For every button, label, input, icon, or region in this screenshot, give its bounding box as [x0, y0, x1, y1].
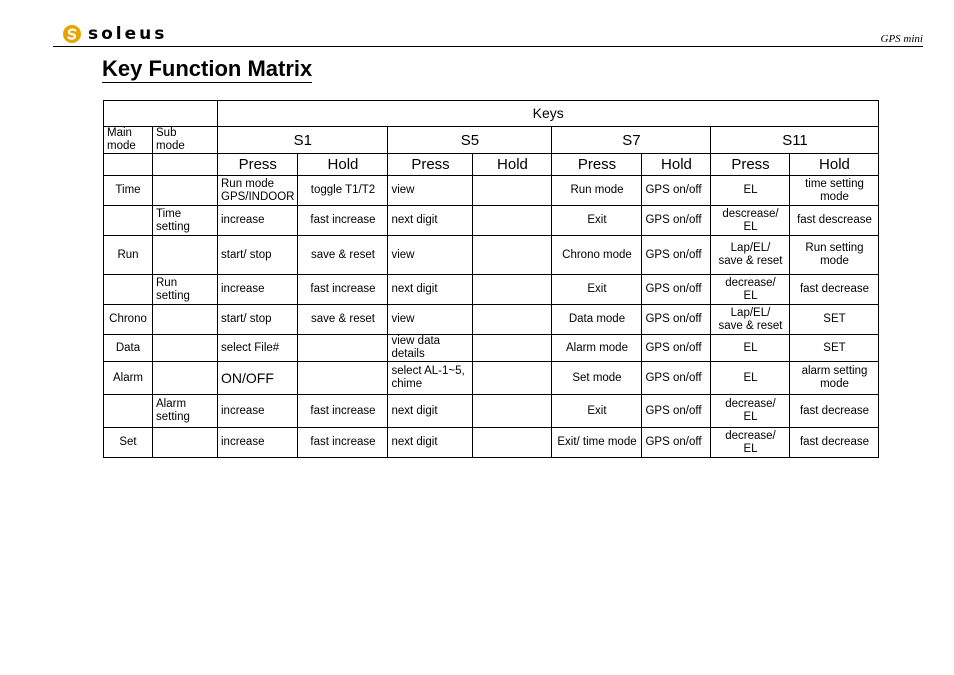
cell-main: [104, 206, 153, 236]
cell-s1-hold: [298, 335, 388, 362]
cell-s11-press: EL: [711, 335, 790, 362]
cell-s5-hold: [473, 305, 552, 335]
table-row: [104, 275, 879, 305]
cell-s7-hold: GPS on/off: [642, 428, 711, 458]
cell-s11-hold: fast descrease: [790, 206, 879, 236]
cell-s5-press: view: [388, 305, 473, 335]
cell-s7-hold: GPS on/off: [642, 335, 711, 362]
cell-s7-press: Chrono mode: [552, 236, 642, 275]
blank-cell: [104, 154, 153, 176]
table-row: [104, 335, 879, 362]
cell-s5-hold: [473, 428, 552, 458]
cell-s1-hold: save & reset: [298, 305, 388, 335]
cell-s5-press: next digit: [388, 428, 473, 458]
table-row: [104, 176, 879, 206]
table-row: [104, 395, 879, 428]
cell-s11-press: Lap/EL/ save & reset: [711, 236, 790, 275]
corner-blank: [104, 101, 218, 127]
cell-sub: Alarm setting: [153, 395, 218, 428]
action-label: Press: [552, 154, 642, 176]
cell-s5-hold: [473, 206, 552, 236]
sub-mode-header: Sub mode: [153, 127, 218, 154]
table-row: [104, 236, 879, 275]
cell-sub: [153, 335, 218, 362]
cell-main: Alarm: [104, 362, 153, 395]
cell-s11-hold: SET: [790, 335, 879, 362]
cell-s5-press: next digit: [388, 395, 473, 428]
cell-sub: [153, 176, 218, 206]
table-row: [104, 305, 879, 335]
cell-s1-hold: [298, 362, 388, 395]
cell-s7-press: Exit: [552, 395, 642, 428]
cell-s7-hold: GPS on/off: [642, 176, 711, 206]
cell-s11-press: Lap/EL/ save & reset: [711, 305, 790, 335]
keys-header-row: [104, 101, 879, 127]
cell-s5-hold: [473, 236, 552, 275]
action-label: Hold: [473, 154, 552, 176]
cell-sub: [153, 305, 218, 335]
keys-label: Keys: [218, 101, 879, 127]
cell-sub: Run setting: [153, 275, 218, 305]
cell-s1-press: increase: [218, 206, 298, 236]
cell-s1-hold: save & reset: [298, 236, 388, 275]
action-labels-row: [104, 154, 879, 176]
cell-s7-press: Exit: [552, 275, 642, 305]
action-label: Hold: [298, 154, 388, 176]
product-name: GPS mini: [880, 33, 923, 45]
cell-s5-press: select AL-1~5, chime: [388, 362, 473, 395]
cell-s1-hold: fast increase: [298, 428, 388, 458]
cell-s5-press: view: [388, 176, 473, 206]
cell-s1-hold: fast increase: [298, 395, 388, 428]
cell-s7-hold: GPS on/off: [642, 206, 711, 236]
cell-main: Chrono: [104, 305, 153, 335]
cell-main: Set: [104, 428, 153, 458]
cell-s7-hold: GPS on/off: [642, 236, 711, 275]
key-s11-header: S11: [711, 127, 879, 154]
cell-s11-press: decrease/ EL: [711, 395, 790, 428]
cell-s5-hold: [473, 176, 552, 206]
blank-cell: [153, 154, 218, 176]
table-row: [104, 206, 879, 236]
cell-s1-hold: fast increase: [298, 206, 388, 236]
cell-s7-press: Run mode: [552, 176, 642, 206]
cell-s11-press: descrease/ EL: [711, 206, 790, 236]
cell-s7-press: Exit/ time mode: [552, 428, 642, 458]
cell-main: Time: [104, 176, 153, 206]
key-names-row: [104, 127, 879, 154]
cell-main: Run: [104, 236, 153, 275]
main-mode-header: Main mode: [104, 127, 153, 154]
key-function-matrix: [103, 100, 879, 458]
action-label: Press: [388, 154, 473, 176]
table-row: [104, 362, 879, 395]
cell-s11-hold: fast decrease: [790, 395, 879, 428]
cell-s7-press: Set mode: [552, 362, 642, 395]
cell-s5-press: next digit: [388, 275, 473, 305]
cell-s5-hold: [473, 395, 552, 428]
cell-s1-hold: fast increase: [298, 275, 388, 305]
cell-s1-press: increase: [218, 395, 298, 428]
cell-s11-press: EL: [711, 362, 790, 395]
cell-sub: Time setting: [153, 206, 218, 236]
cell-sub: [153, 236, 218, 275]
cell-s7-hold: GPS on/off: [642, 275, 711, 305]
cell-s1-press: increase: [218, 428, 298, 458]
cell-s1-press: ON/OFF: [218, 362, 298, 395]
action-label: Hold: [790, 154, 879, 176]
action-label: Press: [711, 154, 790, 176]
cell-s11-hold: SET: [790, 305, 879, 335]
brand-logo: [62, 24, 167, 44]
cell-s7-press: Exit: [552, 206, 642, 236]
cell-s11-press: decrease/ EL: [711, 275, 790, 305]
key-s5-header: S5: [388, 127, 552, 154]
cell-s5-hold: [473, 362, 552, 395]
cell-s5-press: view data details: [388, 335, 473, 362]
cell-s11-hold: fast decrease: [790, 275, 879, 305]
cell-s7-press: Alarm mode: [552, 335, 642, 362]
action-label: Hold: [642, 154, 711, 176]
cell-s1-hold: toggle T1/T2: [298, 176, 388, 206]
cell-s11-hold: fast decrease: [790, 428, 879, 458]
cell-s11-hold: alarm setting mode: [790, 362, 879, 395]
key-s1-header: S1: [218, 127, 388, 154]
cell-s7-hold: GPS on/off: [642, 305, 711, 335]
cell-s5-hold: [473, 335, 552, 362]
cell-s5-press: view: [388, 236, 473, 275]
cell-s11-hold: Run setting mode: [790, 236, 879, 275]
soleus-logo-icon: [62, 24, 82, 44]
cell-sub: [153, 428, 218, 458]
cell-sub: [153, 362, 218, 395]
cell-s7-hold: GPS on/off: [642, 395, 711, 428]
cell-main: Data: [104, 335, 153, 362]
cell-s7-hold: GPS on/off: [642, 362, 711, 395]
cell-s1-press: start/ stop: [218, 305, 298, 335]
cell-s11-press: decrease/ EL: [711, 428, 790, 458]
cell-s11-press: EL: [711, 176, 790, 206]
cell-s7-press: Data mode: [552, 305, 642, 335]
action-label: Press: [218, 154, 298, 176]
cell-s1-press: Run mode GPS/INDOOR: [218, 176, 298, 206]
key-s7-header: S7: [552, 127, 711, 154]
cell-s1-press: start/ stop: [218, 236, 298, 275]
header-divider: [53, 46, 923, 47]
page-title: Key Function Matrix: [102, 56, 313, 81]
cell-main: [104, 275, 153, 305]
cell-s1-press: select File#: [218, 335, 298, 362]
cell-main: [104, 395, 153, 428]
brand-name: soleus: [88, 24, 168, 44]
cell-s1-press: increase: [218, 275, 298, 305]
cell-s11-hold: time setting mode: [790, 176, 879, 206]
table-row: [104, 428, 879, 458]
cell-s5-press: next digit: [388, 206, 473, 236]
cell-s5-hold: [473, 275, 552, 305]
